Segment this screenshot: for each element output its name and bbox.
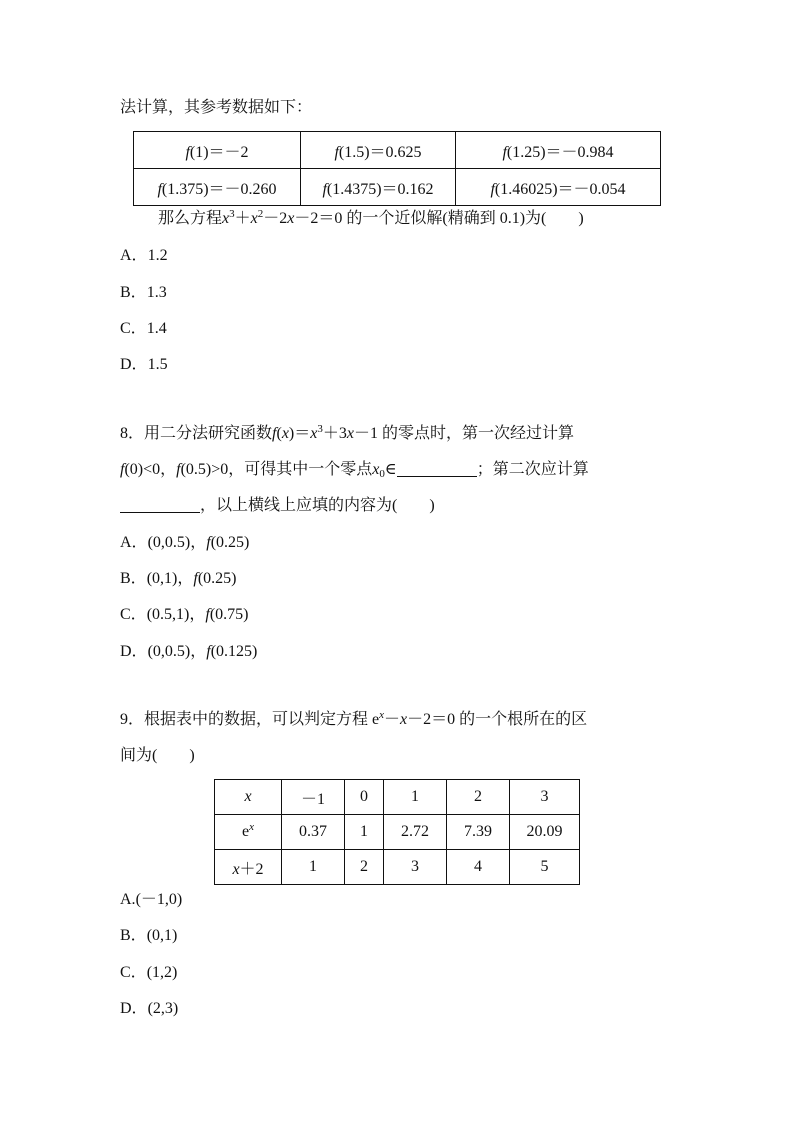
option-b[interactable]: B．(0,1): [120, 927, 178, 944]
table-row: [215, 780, 580, 815]
answer-blank-2[interactable]: [120, 496, 200, 513]
question-8-line-1: 8．用二分法研究函数$f(x)=x^3+3x-1$ 的零点时，第一次经过计算: [120, 423, 575, 442]
option-d[interactable]: D．(2,3): [120, 1000, 179, 1017]
table-cell: f(1.5)＝0.625: [301, 132, 456, 169]
table-cell: 1: [384, 780, 447, 815]
table-cell: 5: [510, 850, 580, 885]
option-c[interactable]: C．(0.5,1)，f(0.75): [120, 606, 249, 623]
option-a[interactable]: A．(0,0.5)，f(0.25): [120, 534, 250, 551]
table-cell: 20.09: [510, 815, 580, 850]
reference-data-table: [133, 131, 661, 206]
intro-line: 法计算，其参考数据如下：: [120, 99, 313, 116]
table-cell: 4: [447, 850, 510, 885]
question-8-line-3: ，以上横线上应填的内容为( ): [120, 495, 435, 517]
table-cell: $e^x$: [215, 815, 282, 850]
table-cell: f(1.375)＝－0.260: [134, 169, 301, 206]
option-b[interactable]: B．1.3: [120, 284, 167, 301]
question-8-line-2: f(0)<0，f(0.5)>0，可得其中一个零点$x_0\in$ ；第二次应计算: [120, 461, 589, 480]
table-cell: f(1.25)＝－0.984: [456, 132, 661, 169]
question-9-line-2: 间为( ): [120, 747, 195, 764]
table-cell: f(1)＝－2: [134, 132, 301, 169]
option-a[interactable]: A.(－1,0): [120, 891, 183, 908]
option-b[interactable]: B．(0,1)，f(0.25): [120, 570, 237, 587]
table-cell: 2: [447, 780, 510, 815]
option-d[interactable]: D．(0,0.5)，f(0.125): [120, 643, 258, 660]
table-cell: x: [215, 780, 282, 815]
option-d[interactable]: D．1.5: [120, 356, 168, 373]
table-cell: 1: [345, 815, 384, 850]
table-cell: 2.72: [384, 815, 447, 850]
table-cell: 3: [510, 780, 580, 815]
table-cell: 2: [345, 850, 384, 885]
values-table: [214, 779, 580, 885]
option-a[interactable]: A．1.2: [120, 247, 168, 264]
table-cell: f(1.4375)＝0.162: [301, 169, 456, 206]
table-cell: 1: [282, 850, 345, 885]
table-cell: x＋2: [215, 850, 282, 885]
table-cell: f(1.46025)＝－0.054: [456, 169, 661, 206]
table-row: [134, 132, 661, 169]
table-row: [215, 815, 580, 850]
table-cell: －1: [282, 780, 345, 815]
option-c[interactable]: C．1.4: [120, 320, 167, 337]
table-cell: 7.39: [447, 815, 510, 850]
table-cell: 0.37: [282, 815, 345, 850]
option-c[interactable]: C．(1,2): [120, 964, 178, 981]
table-row: [215, 850, 580, 885]
answer-blank-1[interactable]: [397, 460, 477, 477]
table-cell: 3: [384, 850, 447, 885]
table-row: [134, 169, 661, 206]
question-7-stem: 那么方程$x^3+x^2-2x-2=0$ 的一个近似解(精确到 0.1)为( ): [158, 208, 584, 227]
table-cell: 0: [345, 780, 384, 815]
question-9-line-1: 9．根据表中的数据，可以判定方程 $e^x-x-2=0$ 的一个根所在的区: [120, 709, 588, 728]
